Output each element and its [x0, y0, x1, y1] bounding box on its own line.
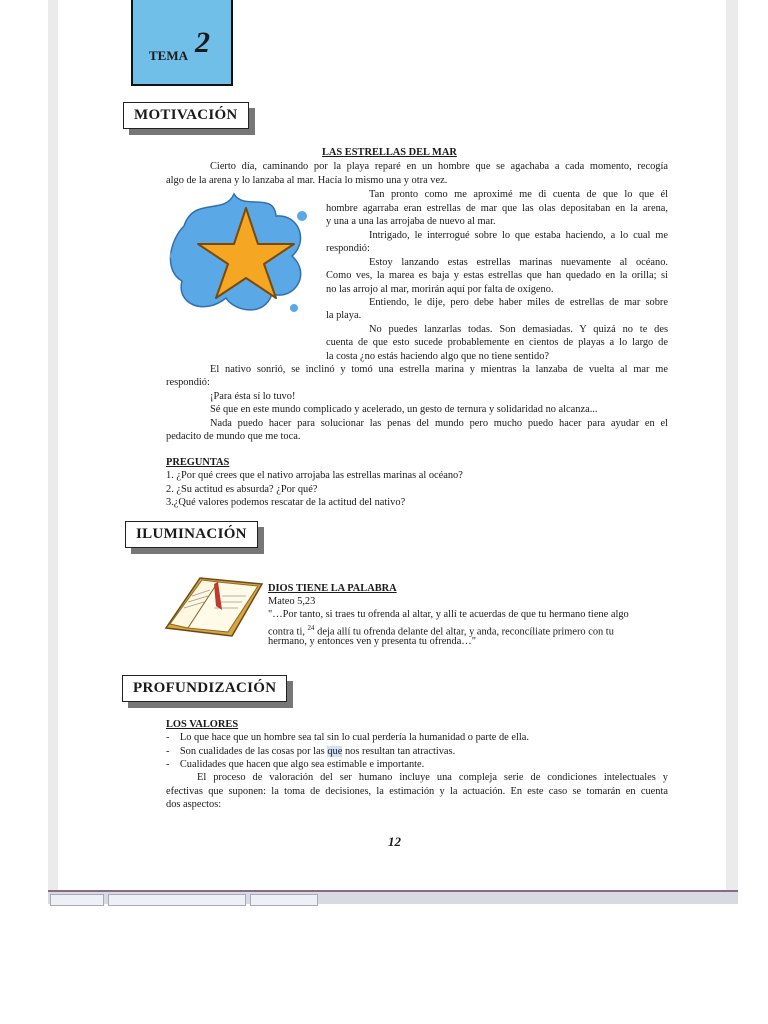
profundizacion-heading: PROFUNDIZACIÓN: [122, 675, 287, 702]
story-text: no las arrojo al mar, morirán aquí por falta de oxígeno.: [326, 284, 554, 295]
iluminacion-heading: ILUMINACIÓN: [125, 521, 258, 548]
question-item: 2. ¿Su actitud es absurda? ¿Por qué?: [166, 484, 318, 495]
story-text: cuenta de que esto sucede probablemente en cientos de playas a lo largo de: [326, 337, 668, 348]
paragraph-text: El proceso de valoración del ser humano incluye una compleja serie de condiciones intelectuales y: [197, 772, 668, 783]
story-text: hombre agarraba eran estrellas de mar que las olas depositaban en la arena,: [326, 203, 668, 214]
tema-number: 2: [195, 26, 210, 59]
tema-badge: [131, 0, 233, 86]
bullet-text: nos resultan tan atractivas.: [344, 746, 456, 757]
story-text: y una a una las arrojaba de nuevo al mar.: [326, 216, 496, 227]
story-text: Intrigado, le interrogué sobre lo que estaba haciendo, a lo cual me: [369, 230, 668, 241]
bible-quote-part: deja allí tu ofrenda delante del altar, y anda, reconcíliate primero con tu: [317, 626, 614, 638]
bible-reference: Mateo 5,23: [268, 596, 316, 607]
story-text: Nada puedo hacer para solucionar las penas del mundo pero mucho puedo hacer para ayudar en el: [210, 418, 668, 429]
story-text: No puedes lanzarlas todas. Son demasiadas. Y quizá no te des: [369, 324, 668, 335]
story-text: la playa.: [326, 310, 362, 321]
story-text: Tan pronto como me aproximé me di cuenta de que lo que él: [369, 189, 668, 200]
bullet-item: - Son cualidades de las cosas por las que nos resultan tan atractivas.: [166, 746, 456, 757]
taskbar-button[interactable]: [50, 894, 104, 906]
starfish-splash-illustration: [164, 186, 314, 321]
bullet-text: Son cualidades de las cosas por las: [179, 746, 325, 757]
story-text: respondió:: [326, 243, 370, 254]
bullet-item: - Lo que hace que un hombre sea tal sin lo cual perdería la humanidad o parte de ella.: [166, 732, 529, 743]
bullet-item: - Cualidades que hacen que algo sea estimable e importante.: [166, 759, 425, 770]
taskbar: [48, 890, 738, 904]
paragraph-text: efectivas que suponen: la toma de decisiones, la estimación y la actuación. En este caso se tomarán en cuenta: [166, 786, 668, 797]
story-text: algo de la arena y lo lanzaba al mar. Hacía lo mismo una y otra vez.: [166, 175, 448, 186]
story-text: la costa ¿no estás haciendo algo que no tiene sentido?: [326, 351, 550, 362]
document-viewport[interactable]: [48, 0, 738, 890]
story-text: Entiendo, le dije, pero debe haber miles de estrellas de mar sobre: [369, 297, 668, 308]
story-text: El nativo sonrió, se inclinó y tomó una estrella marina y mientras la lanzaba de vuelta al mar me: [210, 364, 668, 375]
paragraph-text: dos aspectos:: [166, 799, 222, 810]
motivacion-heading: MOTIVACIÓN: [123, 102, 249, 129]
taskbar-button[interactable]: [108, 894, 246, 906]
story-text: Como ves, la marea es baja y estas estrellas que han quedado en la orilla; si: [326, 270, 668, 281]
preguntas-title: PREGUNTAS: [166, 457, 230, 468]
story-text: ¡Para ésta sí lo tuvo!: [210, 391, 296, 402]
bullet-text: Lo que hace que un hombre sea tal sin lo cual perdería la humanidad o parte de ella.: [179, 732, 529, 743]
open-bible-illustration: [162, 570, 266, 640]
story-title: LAS ESTRELLAS DEL MAR: [322, 147, 457, 158]
question-item: 3.¿Qué valores podemos rescatar de la actitud del nativo?: [166, 497, 406, 508]
page-number: 12: [388, 834, 401, 849]
bible-quote-part: contra ti,: [268, 626, 305, 638]
iluminacion-title: DIOS TIENE LA PALABRA: [268, 583, 397, 594]
bullet-text: Cualidades que hacen que algo sea estimable e importante.: [179, 759, 425, 770]
tema-label: TEMA: [149, 48, 188, 63]
story-text: Estoy lanzando estas estrellas marinas nuevamente al océano.: [369, 257, 668, 268]
story-text: pedacito de mundo que me toca.: [166, 431, 301, 442]
story-text: respondió:: [166, 377, 210, 388]
verse-number: 24: [307, 624, 315, 632]
taskbar-button[interactable]: [250, 894, 318, 906]
bible-quote: hermano, y entonces ven y presenta tu ofrenda…": [268, 636, 476, 647]
question-item: 1. ¿Por qué crees que el nativo arrojaba las estrellas marinas al océano?: [166, 470, 463, 481]
story-text: Sé que en este mundo complicado y acelerado, un gesto de ternura y solidaridad no alcanza...: [210, 404, 598, 415]
document-page: [58, 0, 726, 890]
valores-title: LOS VALORES: [166, 719, 239, 730]
selected-text[interactable]: que: [327, 746, 343, 757]
bible-quote: "…Por tanto, si traes tu ofrenda al altar, y allí te acuerdas de que tu hermano tiene algo: [268, 609, 629, 620]
story-text: Cierto día, caminando por la playa reparé en un hombre que se agachaba a cada momento, recogía: [210, 161, 668, 172]
